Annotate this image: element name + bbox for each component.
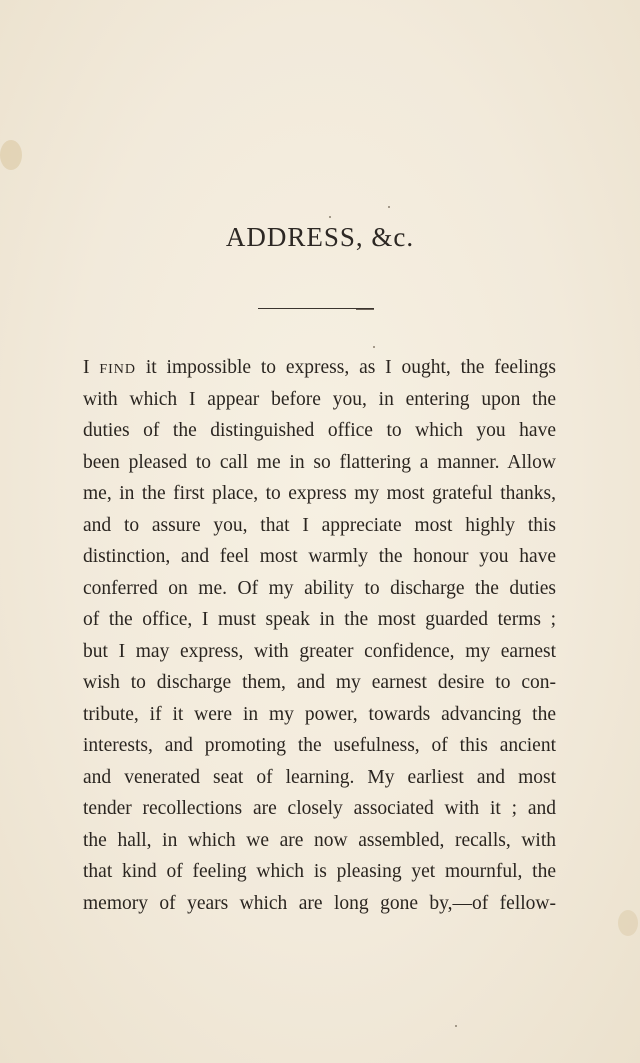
text-line: me, in the first place, to express my most grateful thanks,	[83, 483, 556, 504]
text-line: tribute, if it were in my power, towards advancing the	[83, 703, 556, 725]
paper-speck	[329, 216, 331, 218]
text-line: conferred on me. Of my ability to discharge the duties	[83, 577, 556, 599]
text-line: tender recollections are closely associated with it ; and	[83, 798, 556, 819]
text-line: but I may express, with greater confidence, my earnest	[83, 640, 556, 662]
text-line: been pleased to call me in so flattering a manner. Allow	[83, 451, 556, 473]
text-line: distinction, and feel most warmly the honour you have	[83, 546, 556, 567]
text-line: and to assure you, that I appreciate most highly this	[83, 514, 556, 536]
paper-speck	[388, 206, 390, 208]
opening-smallcaps: find	[99, 357, 137, 378]
text-line: memory of years which are long gone by,—of fellow-	[83, 892, 556, 914]
text-line: with which I appear before you, in entering upon the	[83, 388, 556, 410]
page-title: ADDRESS, &c.	[225, 222, 415, 252]
text-line: wish to discharge them, and my earnest desire to con-	[83, 672, 556, 693]
title-rule-mark	[356, 309, 374, 310]
text-line: the hall, in which we are now assembled, recalls, with	[83, 829, 556, 851]
text-line: interests, and promoting the usefulness, of this ancient	[83, 735, 556, 756]
text-line: that kind of feeling which is pleasing yet mournful, the	[83, 861, 556, 882]
text-line-first	[83, 352, 556, 384]
address-body	[83, 352, 556, 919]
paper-stain	[618, 910, 638, 936]
text-line: and venerated seat of learning. My earliest and most	[83, 766, 556, 788]
text-line: duties of the distinguished office to which you have	[83, 420, 556, 441]
opening-word: I	[83, 357, 90, 378]
paper-stain	[0, 140, 22, 170]
text-line: it impossible to express, as I ought, the feelings	[136, 357, 556, 378]
paper-speck	[373, 346, 375, 348]
paper-speck	[455, 1025, 457, 1027]
text-line: of the office, I must speak in the most guarded terms ;	[83, 609, 556, 630]
